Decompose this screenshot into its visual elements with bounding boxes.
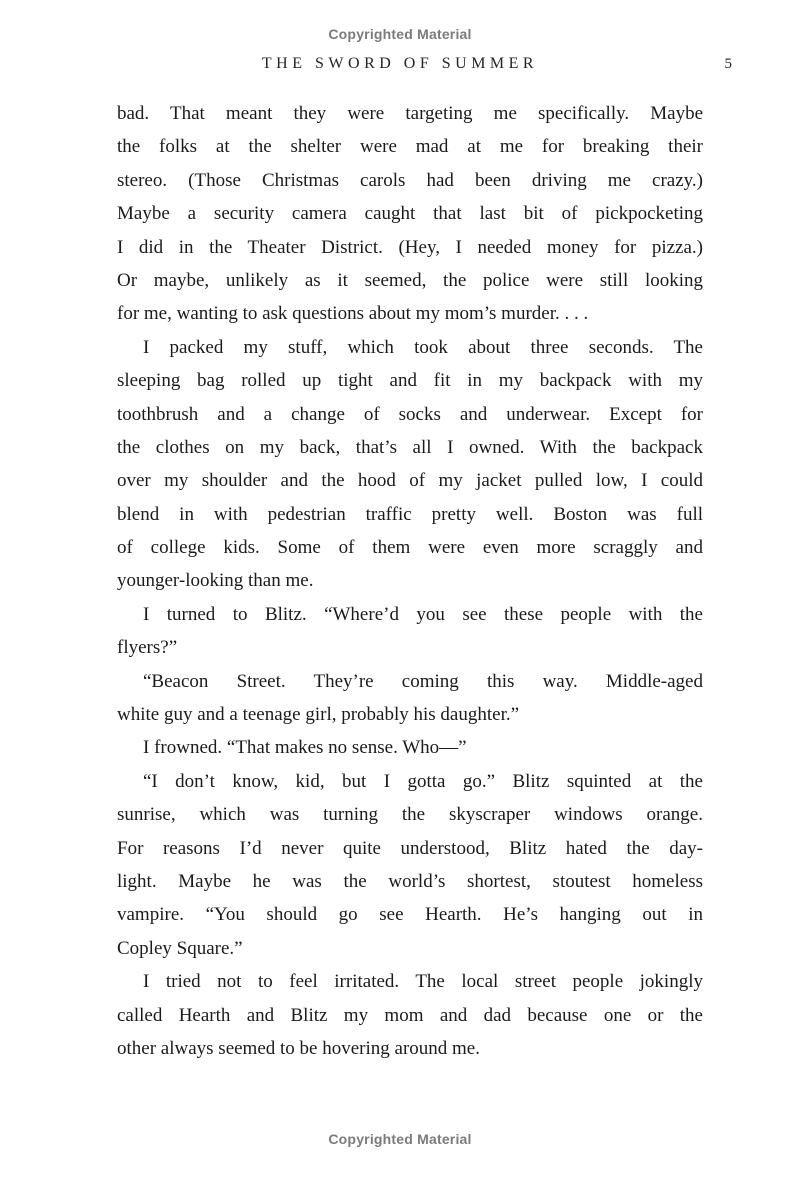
text-line: over my shoulder and the hood of my jacket pulled low, I could <box>117 470 703 492</box>
paragraph <box>117 665 703 732</box>
text-line: I frowned. “That makes no sense. Who—” <box>143 737 467 759</box>
text-line: the clothes on my back, that’s all I owned. With the backpack <box>117 436 703 458</box>
paragraph <box>117 331 703 598</box>
paragraph <box>117 598 703 665</box>
text-line: Maybe a security camera caught that last bit of pickpocketing <box>117 203 703 225</box>
body-text <box>117 97 703 1065</box>
text-line: I tried not to feel irritated. The local street people jokingly <box>143 971 703 993</box>
text-line: For reasons I’d never quite understood, Blitz hated the day- <box>117 837 703 859</box>
copyright-notice-bottom: Copyrighted Material <box>328 1131 472 1147</box>
text-line: younger-looking than me. <box>117 570 314 592</box>
paragraph <box>117 765 703 965</box>
text-line: blend in with pedestrian traffic pretty well. Boston was full <box>117 503 703 525</box>
text-line: I turned to Blitz. “Where’d you see these people with the <box>143 603 703 625</box>
text-line: stereo. (Those Christmas carols had been driving me crazy.) <box>117 169 703 191</box>
copyright-notice-top: Copyrighted Material <box>328 26 472 42</box>
running-head: THE SWORD OF SUMMER <box>261 55 539 72</box>
text-line: Or maybe, unlikely as it seemed, the police were still looking <box>117 269 703 291</box>
page-number: 5 <box>724 56 732 72</box>
text-line: white guy and a teenage girl, probably his daughter.” <box>117 704 520 726</box>
text-line: light. Maybe he was the world’s shortest, stoutest homeless <box>117 870 703 892</box>
text-line: of college kids. Some of them were even more scraggly and <box>117 537 703 559</box>
text-line: sunrise, which was turning the skyscraper windows orange. <box>117 804 703 826</box>
text-line: bad. That meant they were targeting me specifically. Maybe <box>117 103 703 124</box>
text-line: vampire. “You should go see Hearth. He’s hanging out in <box>117 904 703 926</box>
text-line: called Hearth and Blitz my mom and dad because one or the <box>117 1004 703 1026</box>
text-line: I did in the Theater District. (Hey, I needed money for pizza.) <box>117 236 703 258</box>
text-line: other always seemed to be hovering around me. <box>117 1037 480 1059</box>
paragraph <box>117 731 703 764</box>
paragraph <box>117 965 703 1065</box>
paragraph <box>117 97 703 331</box>
text-line: for me, wanting to ask questions about my mom’s murder. . . . <box>117 303 589 325</box>
text-line: Copley Square.” <box>117 937 243 959</box>
text-line: the folks at the shelter were mad at me for breaking their <box>117 136 703 158</box>
text-line: “I don’t know, kid, but I gotta go.” Blitz squinted at the <box>143 770 703 792</box>
text-line: “Beacon Street. They’re coming this way. Middle-aged <box>143 670 703 692</box>
text-line: toothbrush and a change of socks and underwear. Except for <box>117 403 703 425</box>
text-line: sleeping bag rolled up tight and fit in my backpack with my <box>117 370 703 392</box>
text-line: I packed my stuff, which took about three seconds. The <box>143 336 703 358</box>
text-line: flyers?” <box>117 637 178 659</box>
